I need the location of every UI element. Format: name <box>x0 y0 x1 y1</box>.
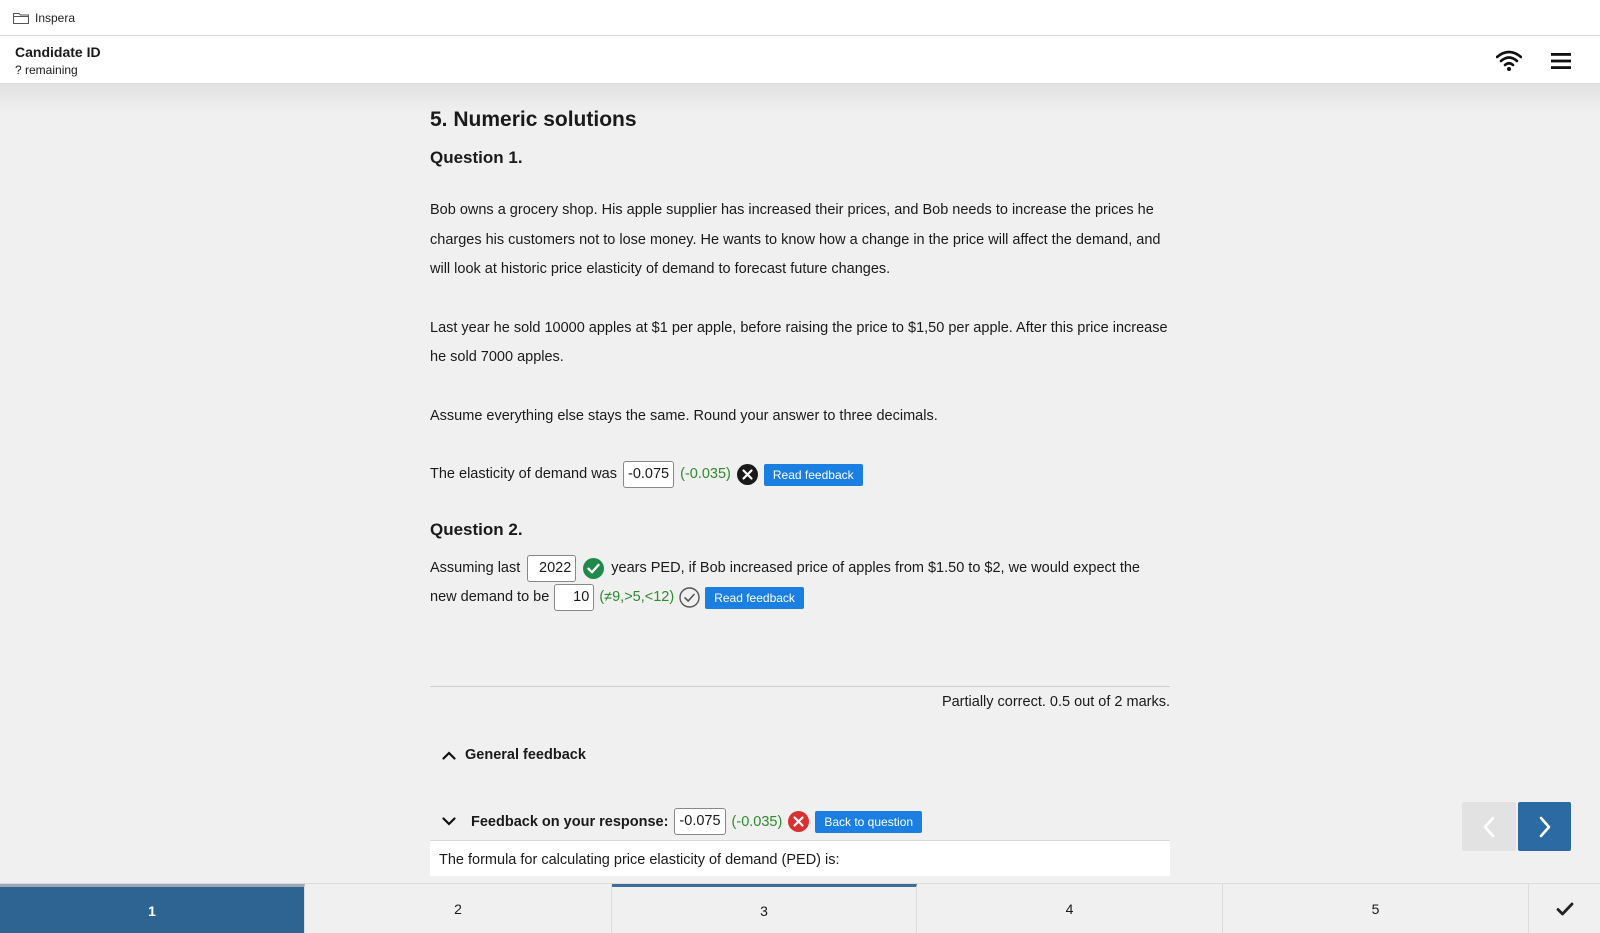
demand-input[interactable]: 10 <box>554 584 594 611</box>
folder-icon <box>13 12 29 24</box>
question-2-title: Question 2. <box>430 519 523 539</box>
next-button[interactable] <box>1518 802 1571 851</box>
correct-check-icon <box>583 558 604 579</box>
read-feedback-button-q2[interactable]: Read feedback <box>705 587 804 609</box>
previous-button[interactable] <box>1462 802 1516 851</box>
question-2-line-2 <box>430 583 1170 613</box>
nav-tab-2[interactable]: 2 <box>305 884 612 933</box>
question-1-answer-row <box>430 460 1170 490</box>
read-feedback-button-q1[interactable]: Read feedback <box>764 464 863 486</box>
nav-tab-5[interactable]: 5 <box>1223 884 1529 933</box>
feedback-on-response-header <box>442 808 922 835</box>
nav-tab-1[interactable]: 1 <box>0 884 305 933</box>
finish-button[interactable] <box>1529 884 1600 933</box>
menu-icon[interactable] <box>1551 51 1571 71</box>
general-feedback-toggle[interactable] <box>442 747 586 763</box>
nav-tab-4[interactable]: 4 <box>917 884 1223 933</box>
feedback-response-value: -0.075 <box>674 808 725 835</box>
question-1-paragraph-3: Assume everything else stays the same. Round your answer to three decimals. <box>430 407 938 424</box>
question-2-line-1 <box>430 554 1170 584</box>
time-remaining: ? remaining <box>15 63 78 77</box>
wrong-icon <box>788 811 809 832</box>
question-content <box>430 108 1170 613</box>
general-feedback-label: General feedback <box>465 747 586 763</box>
incorrect-icon <box>737 464 758 485</box>
chevron-down-icon[interactable] <box>442 817 456 827</box>
feedback-text: The formula for calculating price elasticity of demand (PED) is: <box>430 840 1170 876</box>
question-1-title: Question 1. <box>430 148 523 167</box>
feedback-response-label: Feedback on your response: <box>471 813 669 830</box>
year-input[interactable]: 2022 <box>527 555 576 582</box>
answer-prefix: The elasticity of demand was <box>430 466 617 482</box>
wifi-icon[interactable] <box>1496 50 1522 72</box>
q2-text-line2: new demand to be <box>430 589 550 605</box>
check-outline-icon <box>679 587 700 608</box>
candidate-id: Candidate ID <box>15 44 101 60</box>
chevron-left-icon <box>1482 816 1496 838</box>
app-name: Inspera <box>35 10 76 25</box>
back-to-question-button[interactable]: Back to question <box>815 811 922 833</box>
q2-text-before: Assuming last <box>430 559 521 576</box>
chevron-up-icon <box>442 750 456 760</box>
feedback-correct-value: (-0.035) <box>731 813 783 830</box>
top-bar <box>0 0 1600 36</box>
correct-answer-value: (-0.035) <box>680 466 731 482</box>
checkmark-icon <box>1556 902 1574 916</box>
marks-result: Partially correct. 0.5 out of 2 marks. <box>941 694 1170 710</box>
nav-tab-3[interactable]: 3 <box>612 884 917 933</box>
question-1-paragraph-2: Last year he sold 10000 apples at $1 per apple, before raising the price to $1,50 per apple. After this price increase he sold 7000 apples. <box>430 319 1168 365</box>
question-1-paragraph-1: Bob owns a grocery shop. His apple supplier has increased their prices, and Bob needs to increase the prices he charges his customers not to lose money. He wants to know how a change in the price will affect the demand, and will look at historic price elasticity of demand to forecast future changes. <box>430 202 1161 277</box>
q2-text-middle: years PED, if Bob increased price of apples from $1.50 to $2, we would expect the <box>611 559 1140 576</box>
section-title: 5. Numeric solutions <box>430 108 637 131</box>
chevron-right-icon <box>1538 816 1552 838</box>
exam-header <box>0 36 1600 84</box>
q2-correct-value: (≠9,>5,<12) <box>599 589 675 605</box>
result-divider <box>430 686 1170 687</box>
elasticity-answer-input[interactable]: -0.075 <box>623 461 674 488</box>
question-navigator <box>0 883 1600 933</box>
